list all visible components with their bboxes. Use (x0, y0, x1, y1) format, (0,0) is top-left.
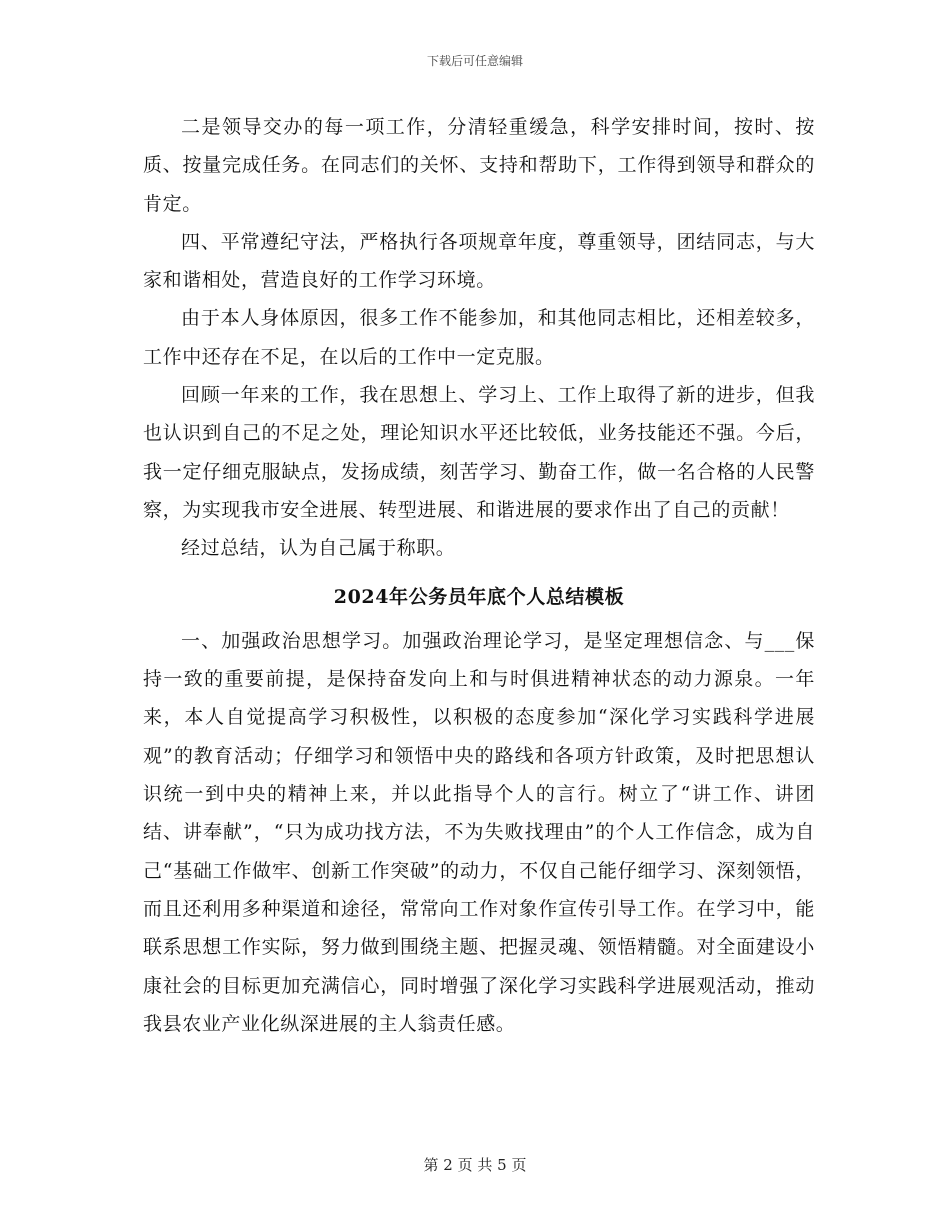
body-paragraph: 由于本人身体原因，很多工作不能参加，和其他同志相比，还相差较多，工作中还存在不足，在以后的工作中一定克服。 (143, 307, 815, 368)
document-body (143, 108, 815, 1043)
body-paragraph: 经过总结，认为自己属于称职。 (181, 537, 456, 560)
body-paragraph: 四、平常遵纪守法，严格执行各项规章年度，尊重领导，团结同志，与大家和谐相处，营造良好的工作学习环境。 (143, 230, 815, 292)
section-paragraph: 一、加强政治思想学习。加强政治理论学习，是坚定理想信念、与___保持一致的重要前提，是保持奋发向上和与时俱进精神状态的动力源泉。一年来，本人自觉提高学习积极性，以积极的态度参加“深化学习实践科学进展观”的教育活动；仔细学习和领悟中央的路线和各项方针政策，及时把思想认识统一到中央的精神上来，并以此指导个人的言行。树立了“讲工作、讲团结、讲奉献”，“只为成功找方法，不为失败找理由”的个人工作信念，成为自己“基础工作做牢、创新工作突破”的动力，不仅自己能仔细学习、深刻领悟，而且还利用多种渠道和途径，常常向工作对象作宣传引导工作。在学习中，能联系思想工作实际，努力做到围绕主题、把握灵魂、领悟精髓。对全面建设小康社会的目标更加充满信心，同时增强了深化学习实践科学进展观活动，推动我县农业产业化纵深进展的主人翁责任感。 (143, 629, 815, 1035)
section-title: 2024年公务员年底个人总结模板 (333, 585, 625, 608)
body-paragraph: 二是领导交办的每一项工作，分清轻重缓急，科学安排时间，按时、按质、按量完成任务。在同志们的关怀、支持和帮助下，工作得到领导和群众的肯定。 (143, 116, 815, 215)
body-paragraph: 回顾一年来的工作，我在思想上、学习上、工作上取得了新的进步，但我也认识到自己的不足之处，理论知识水平还比较低，业务技能还不强。今后，我一定仔细克服缺点，发扬成绩，刻苦学习、勤奋工作，做一名合格的人民警察，为实现我市安全进展、转型进展、和谐进展的要求作出了自己的贡献！ (143, 384, 815, 521)
page-header: 下载后可任意编辑 (426, 54, 523, 68)
page-footer: 第 2 页 共 5 页 (423, 1156, 527, 1174)
